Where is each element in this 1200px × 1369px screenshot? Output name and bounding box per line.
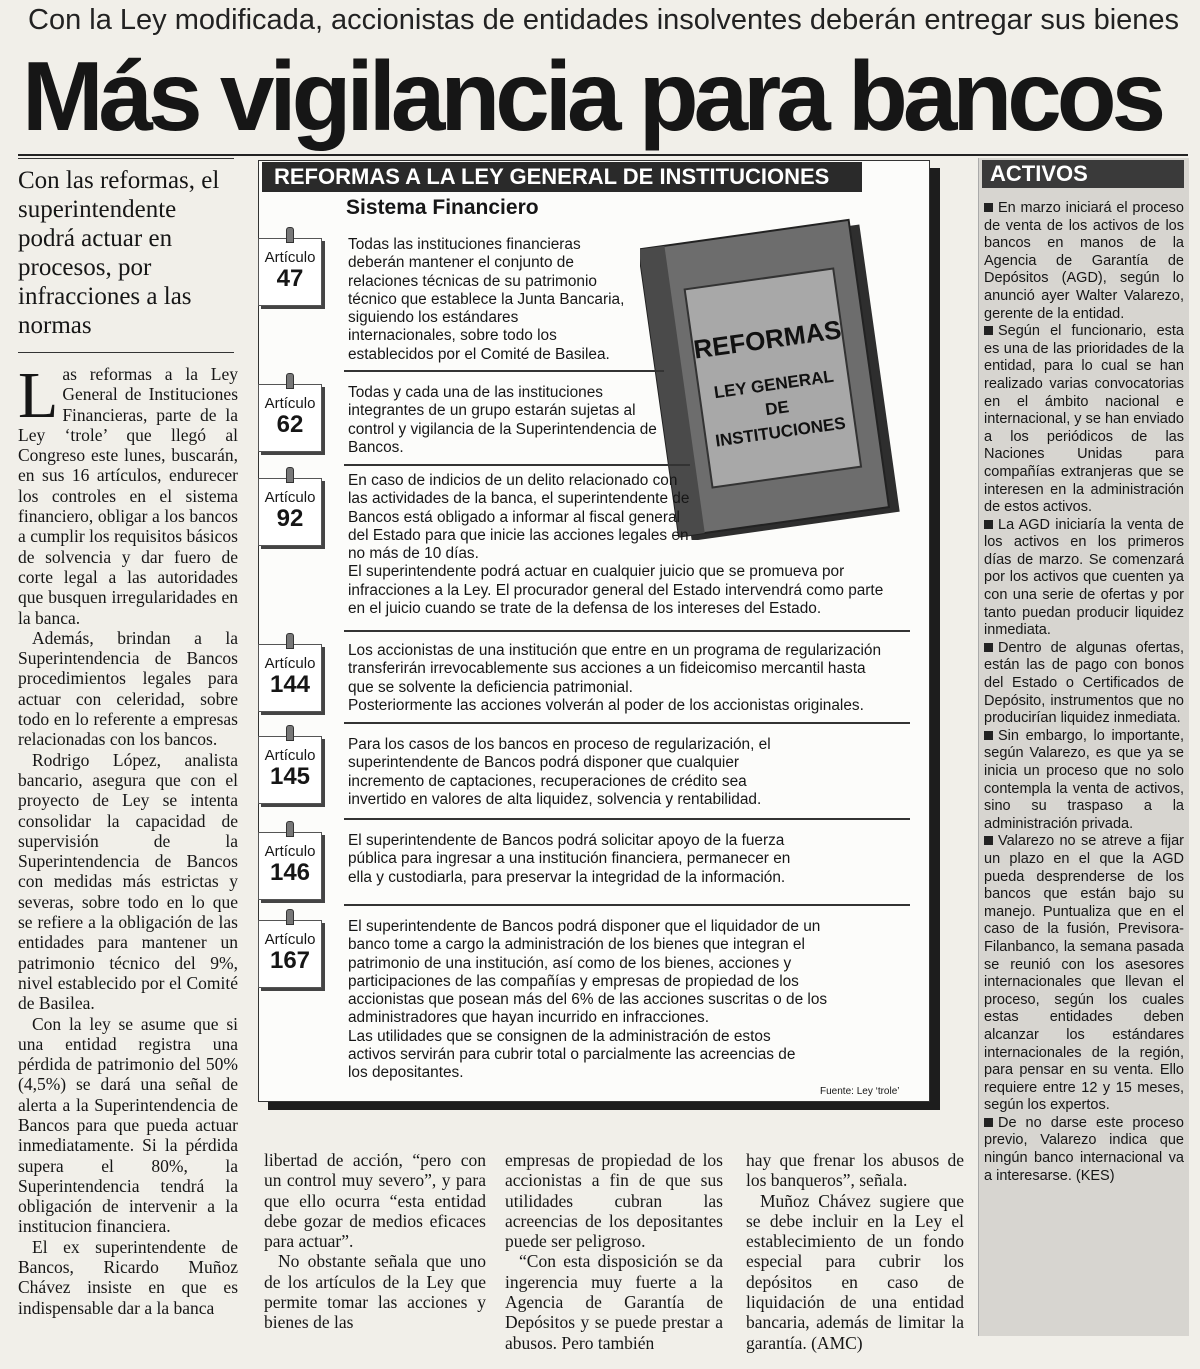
bullet-square-icon (984, 731, 993, 740)
bullet-square-icon (984, 326, 993, 335)
sidebar-item: Valarezo no se atreve a fijar un plazo en el que la AGD pueda desprenderse de los bancos que están bajo su manejo. Puntualiza que en el caso de la fusión, Previsora-Filanbanco, la semana pasada se reunió con los asesores internacionales que llevan el proceso, según los cuales estas entidades deben alcanzar los estándares internacionales de la región, para pensar en su venta. Ello requiere entre 12 y 15 meses, según los expertos. (984, 833, 1184, 1114)
lead-deck: Con las reformas, el superintendente podrá actuar en procesos, por infracciones a las normas (18, 167, 220, 339)
article-separator (344, 464, 690, 466)
article-number: 167 (269, 947, 311, 974)
article-label: Artículo (264, 395, 316, 412)
article-card-145 (258, 736, 322, 804)
paragraph: El ex superintendente de Bancos, Ricardo Muñoz Chávez insiste en que es indispensable dar a la banca (18, 1236, 238, 1318)
article-separator (344, 722, 910, 724)
bullet-square-icon (984, 203, 993, 212)
article-text-146: El superintendente de Bancos podrá solicitar apoyo de la fuerza pública para ingresar a una institución financiera, permanecer en ella y custodiarla, para preservar la integridad de la información. (348, 832, 791, 886)
headline: Más vigilancia para bancos (22, 41, 1162, 151)
article-label: Artículo (264, 489, 316, 506)
sidebar-title: ACTIVOS (982, 160, 1184, 188)
article-card-47 (258, 238, 322, 306)
article-separator (344, 818, 910, 820)
article-text-167: El superintendente de Bancos podrá disponer que el liquidador de un banco tome a cargo la administración de los bienes que integran el patrimonio de una institución, así como de los bienes, acciones y participaciones de las compañías y empresas de propiedad de los accionistas que posean más del 6% de las acciones suscritas o de los administradores que hayan incurrido en infracciones. Las utilidades que se consignen de la administración de estos activos servirán para cubrir total o parcialmente las acreencias de los depositantes. (348, 918, 828, 1082)
bullet-square-icon (984, 836, 993, 845)
pin-icon (286, 725, 294, 741)
sidebar-item: Dentro de algunas ofertas, están las de pago con bonos del Estado o Certificados de Depósito, instrumentos que no producirían liquidez inmediata. (984, 639, 1184, 727)
body-column-4 (746, 1150, 964, 1353)
article-label: Artículo (264, 249, 316, 266)
bullet-square-icon (984, 1118, 993, 1127)
paragraph: No obstante señala que uno de los artículos de la Ley que permite tomar las acciones y bienes de las (264, 1251, 486, 1333)
article-text-47: Todas las instituciones financieras deberán mantener el conjunto de relaciones técnicas de su patrimonio técnico que establece la Junta Bancaria, siguiendo los estándares internacionales, sobre todo los establecidos por el Comité de Basilea. (348, 236, 625, 363)
article-number: 92 (276, 505, 304, 532)
article-text-62: Todas y cada una de las instituciones integrantes de un grupo estarán sujetas al control y vigilancia de la Superintendencia de Bancos. (348, 384, 657, 456)
article-separator (344, 370, 664, 372)
sidebar-item: Según el funcionario, esta es una de las prioridades de la entidad, para lo cual se han realizado varias convocatorias en el ámbito nacional e internacional, y se han enviado a los periódicos de las Naciones Unidas para compañías extranjeras que se interesen en la administración de estos activos. (984, 323, 1184, 516)
book-title: REFORMAS (691, 314, 844, 365)
paragraph: Además, brindan a la Superintendencia de Bancos procedimientos legales para actuar con celeridad, sobre todo en lo referente a empresas relacionadas con los bancos. (18, 627, 238, 750)
deck-rule-bottom (18, 352, 234, 353)
headline-rule (18, 154, 1188, 156)
article-card-146 (258, 832, 322, 900)
deck-rule-top (18, 158, 234, 159)
book-subtitle-1: LEY GENERAL (712, 366, 835, 403)
article-text-92: En caso de indicios de un delito relacionado con las actividades de la banca, el superintendente de Bancos está obligado a informar al fiscal general del Estado para que inicie las acciones legales en no más de 10 días. El superintendente podrá actuar en cualquier juicio que se promueva por infracciones a la Ley. El procurador general del Estado intervendrá como parte en el juicio cuando se trate de la defensa de los intereses del Estado. (348, 472, 884, 618)
kicker: Con la Ley modificada, accionistas de entidades insolventes deberán entregar sus bienes (28, 4, 1180, 36)
pin-icon (286, 821, 294, 837)
pin-icon (286, 467, 294, 483)
article-card-92 (258, 478, 322, 546)
infographic-subtitle: Sistema Financiero (346, 196, 539, 219)
article-card-167 (258, 920, 322, 988)
source-credit: Fuente: Ley ‘trole’ (820, 1086, 900, 1097)
pin-icon (286, 633, 294, 649)
article-label: Artículo (264, 931, 316, 948)
infographic-title: REFORMAS A LA LEY GENERAL DE INSTITUCIONES (262, 162, 862, 192)
paragraph: Con la ley se asume que si una entidad registra una pérdida de patrimonio del 50% (4,5%) se dará una señal de alerta a la Superintendencia de Bancos para que pueda actuar inmediatamente. Si la pérdida supera el 80%, la Superintendencia tendrá la obligación de intervenir a la institucion financiera. (18, 1013, 238, 1237)
article-card-62 (258, 384, 322, 452)
article-number: 47 (276, 265, 304, 292)
article-number: 144 (269, 671, 311, 698)
paragraph: libertad de acción, “pero con un control muy severo”, y para que ello ocurra “esta entidad debe gozar de medios eficaces para actuar”. (264, 1150, 486, 1252)
body-column-1 (18, 359, 238, 1318)
drop-cap: L (18, 359, 59, 432)
paragraph: Muñoz Chávez sugiere que se debe incluir en la Ley el establecimiento de un fondo especial para cubrir los depósitos en caso de liquidación de una entidad bancaria, además de limitar la garantía. (AMC) (746, 1190, 964, 1353)
sidebar-item: Sin embargo, lo importante, según Valarezo, es que ya se inicia un proceso que no solo contempla la venta de activos, sino su traspaso a la administración privada. (984, 727, 1184, 832)
bullet-square-icon (984, 643, 993, 652)
article-text-145: Para los casos de los bancos en proceso de regularización, el superintendente de Bancos podrá disponer que cualquier incremento de captaciones, recuperaciones de crédito sea invertido en valores de alta liquidez, solvencia y rentabilidad. (348, 736, 771, 808)
book-subtitle-3: INSTITUCIONES (714, 413, 847, 451)
body-column-3 (505, 1150, 723, 1353)
article-card-144 (258, 644, 322, 712)
article-separator (344, 904, 910, 906)
paragraph: hay que frenar los abusos de los banqueros”, señala. (746, 1150, 964, 1191)
sidebar-item: La AGD iniciaría la venta de los activos en los primeros días de marzo. Se comenzará por los activos que cuenten ya con una serie de ofertas y por tanto puedan producir liquidez inmediata. (984, 516, 1184, 639)
pin-icon (286, 373, 294, 389)
article-label: Artículo (264, 843, 316, 860)
bullet-square-icon (984, 520, 993, 529)
sidebar-item: De no darse este proceso previo, Valarezo indica que ningún banco internacional va a interesarse. (KES) (984, 1114, 1184, 1184)
article-number: 146 (269, 859, 311, 886)
article-label: Artículo (264, 655, 316, 672)
article-number: 145 (269, 763, 311, 790)
body-column-2 (264, 1150, 486, 1333)
paragraph: “Con esta disposición se da ingerencia muy fuerte a la Agencia de Garantía de Depósitos y se puede prestar a abusos. Pero también (505, 1251, 723, 1353)
article-label: Artículo (264, 747, 316, 764)
book-subtitle-2: DE (764, 397, 791, 420)
paragraph: Rodrigo López, analista bancario, asegura que con el proyecto de Ley se intenta consolidar la capacidad de supervisión de la Superintendencia de Bancos con medidas más estrictas y severas, sobre todo en lo que se refiere a la obligación de las entidades para mantener un patrimonio técnico del 9%, nivel establecido por el Comité de Basilea. (18, 749, 238, 1014)
sidebar-item: En marzo iniciará el proceso de venta de los activos de los bancos en manos de la Agencia de Garantía de Depósitos (AGD), según lo anunció ayer Walter Valarezo, gerente de la entidad. (984, 200, 1184, 322)
paragraph: empresas de propiedad de los accionistas a fin de que sus utilidades cubran las acreencias de los depositantes puede ser peligroso. (505, 1150, 723, 1252)
article-number: 62 (276, 411, 304, 438)
pin-icon (286, 227, 294, 243)
pin-icon (286, 909, 294, 925)
sidebar-body (984, 200, 1184, 1185)
paragraph: as reformas a la Ley General de Instituciones Financieras, parte de la Ley ‘trole’ que llegó al Congreso este lunes, buscarán, en sus 16 artículos, endurecer los controles en el sistema financiero, obligar a los bancos a cumplir los requisitos básicos de solvencia y dar fuero de corte legal a las autoridades que busquen irregularidades en la banca. (18, 364, 238, 628)
article-separator (344, 630, 910, 632)
article-text-144: Los accionistas de una institución que entre en un programa de regularización transferirán irrevocablemente sus acciones a un fideicomiso mercantil hasta que se solvente la deficiencia patrimonial. Posteriormente las acciones volverán al poder de los accionistas originales. (348, 642, 882, 714)
